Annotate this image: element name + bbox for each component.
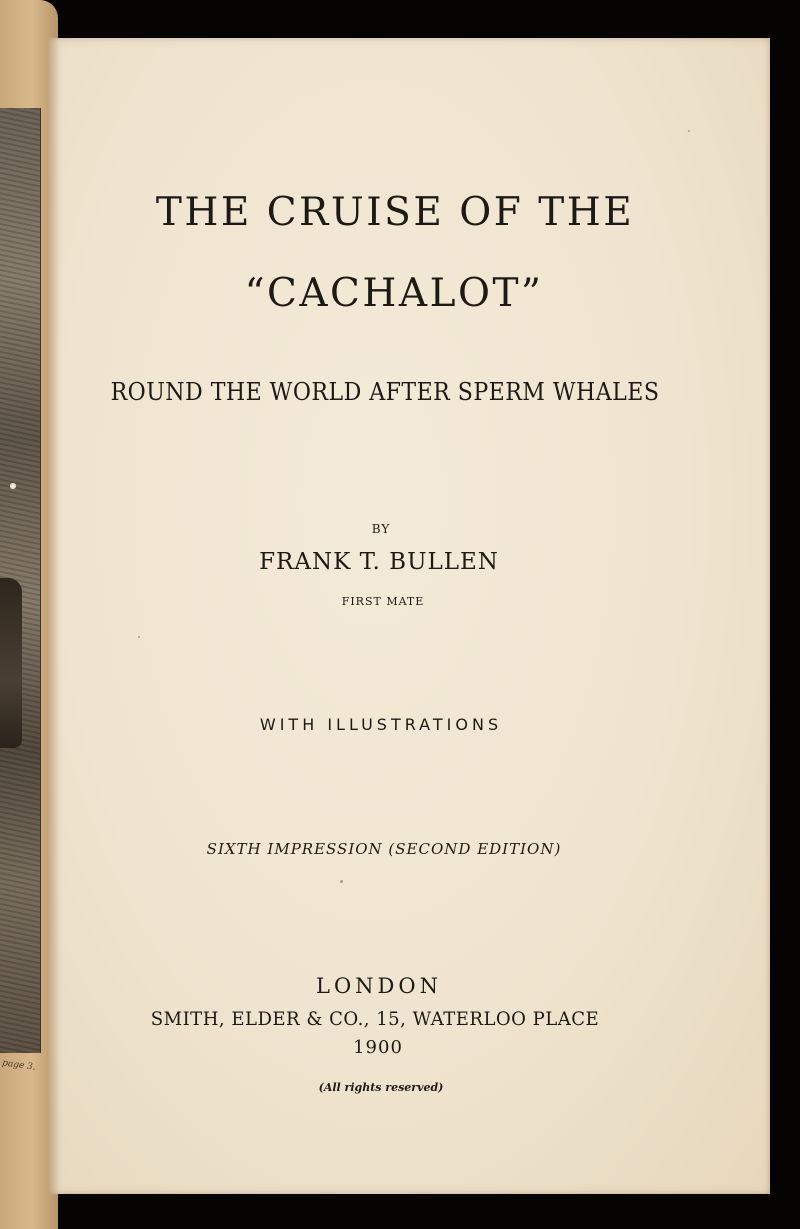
paper-speck [688, 130, 690, 132]
title-line-2: “CACHALOT” [244, 271, 544, 316]
imprint-city: LONDON [316, 974, 442, 998]
paper-speck [340, 880, 343, 883]
impression-note: SIXTH IMPRESSION (SECOND EDITION) [206, 840, 562, 858]
imprint-year: 1900 [353, 1037, 403, 1058]
author-role: FIRST MATE [341, 595, 425, 608]
title-page [48, 38, 770, 1194]
rights-notice: (All rights reserved) [318, 1081, 444, 1094]
illustrations-note: WITH ILLUSTRATIONS [259, 715, 503, 734]
author-name: FRANK T. BULLEN [259, 549, 499, 575]
frontispiece-engraving [0, 108, 41, 1053]
ship-silhouette [0, 578, 22, 748]
by-label: BY [371, 522, 391, 536]
subtitle: ROUND THE WORLD AFTER SPERM WHALES [110, 378, 660, 406]
paper-speck [138, 636, 140, 638]
frontispiece-caption: page 3. [1, 1058, 37, 1073]
moon-mark [10, 483, 16, 489]
title-line-1: THE CRUISE OF THE [155, 190, 635, 235]
imprint-publisher: SMITH, ELDER & CO., 15, WATERLOO PLACE [150, 1008, 600, 1030]
